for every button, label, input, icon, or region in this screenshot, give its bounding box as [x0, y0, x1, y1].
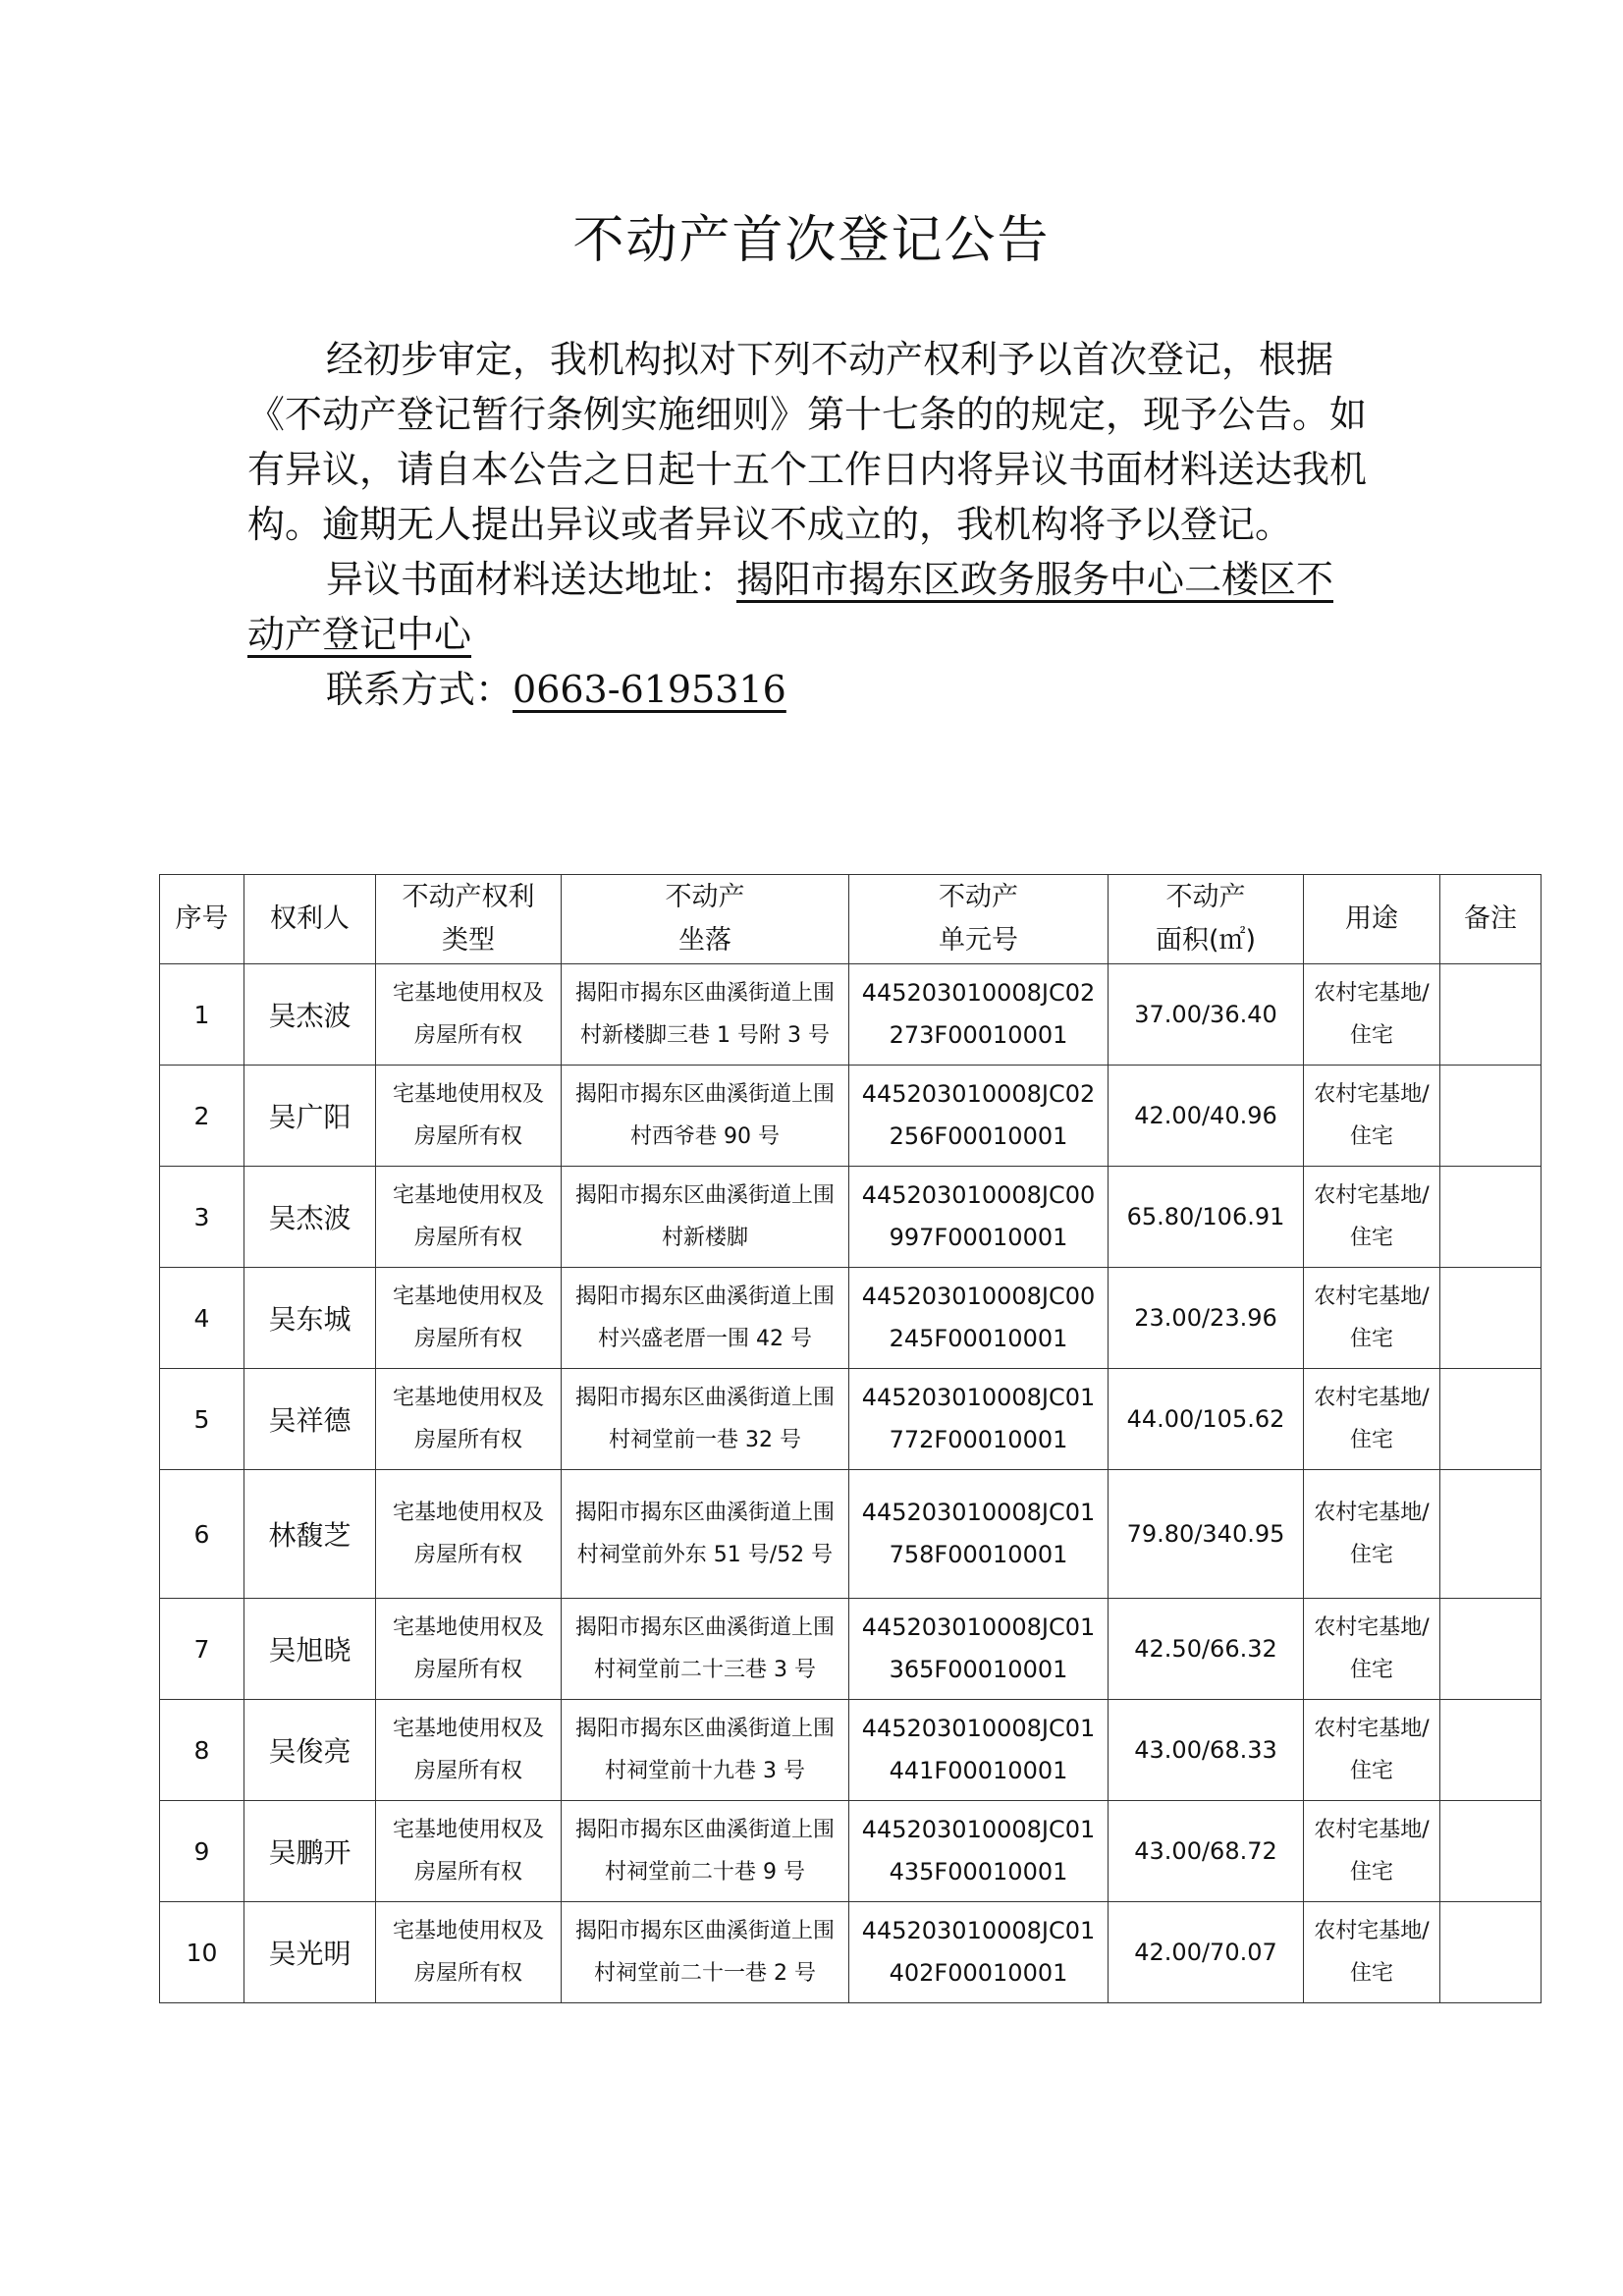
cell-use: 农村宅基地/住宅: [1304, 964, 1440, 1066]
cell-location: 揭阳市揭东区曲溪街道上围村兴盛老厝一围 42 号: [562, 1268, 849, 1369]
cell-owner: 林馥芝: [244, 1470, 376, 1599]
table-header-row: [160, 875, 1542, 964]
intro-paragraph: 经初步审定，我机构拟对下列不动产权利予以首次登记，根据《不动产登记暂行条例实施细则》第十七条的的规定，现予公告。如有异议，请自本公告之日起十五个工作日内将异议书面材料送达我机构。逾期无人提出异议或者异议不成立的，我机构将予以登记。: [247, 338, 1368, 546]
cell-right-type: 宅基地使用权及房屋所有权: [376, 1700, 562, 1801]
cell-location: 揭阳市揭东区曲溪街道上围村新楼脚三巷 1 号附 3 号: [562, 964, 849, 1066]
cell-no: 4: [160, 1268, 244, 1369]
table-row: [160, 1599, 1542, 1700]
table-row: [160, 1066, 1542, 1167]
header-note: 备注: [1440, 875, 1542, 964]
cell-right-type: 宅基地使用权及房屋所有权: [376, 1801, 562, 1902]
contact-line: [247, 662, 1367, 717]
cell-unit-number: 445203010008JC01435F00010001: [849, 1801, 1109, 1902]
cell-unit-number: 445203010008JC01402F00010001: [849, 1902, 1109, 2003]
cell-area: 23.00/23.96: [1109, 1268, 1304, 1369]
cell-note: [1440, 1369, 1542, 1470]
cell-owner: 吴旭晓: [244, 1599, 376, 1700]
cell-no: 5: [160, 1369, 244, 1470]
header-location: 不动产 坐落: [562, 875, 849, 964]
cell-note: [1440, 1801, 1542, 1902]
cell-unit-number: 445203010008JC01365F00010001: [849, 1599, 1109, 1700]
cell-area: 44.00/105.62: [1109, 1369, 1304, 1470]
cell-owner: 吴杰波: [244, 1167, 376, 1268]
cell-area: 79.80/340.95: [1109, 1470, 1304, 1599]
table-row: [160, 964, 1542, 1066]
cell-note: [1440, 1470, 1542, 1599]
cell-location: 揭阳市揭东区曲溪街道上围村祠堂前外东 51 号/52 号: [562, 1470, 849, 1599]
page-title: 不动产首次登记公告: [572, 211, 1051, 270]
cell-use: 农村宅基地/住宅: [1304, 1167, 1440, 1268]
cell-location: 揭阳市揭东区曲溪街道上围村祠堂前二十巷 9 号: [562, 1801, 849, 1902]
cell-note: [1440, 1268, 1542, 1369]
cell-right-type: 宅基地使用权及房屋所有权: [376, 1599, 562, 1700]
cell-use: 农村宅基地/住宅: [1304, 1369, 1440, 1470]
cell-unit-number: 445203010008JC00997F00010001: [849, 1167, 1109, 1268]
cell-unit-number: 445203010008JC00245F00010001: [849, 1268, 1109, 1369]
cell-right-type: 宅基地使用权及房屋所有权: [376, 1369, 562, 1470]
header-unit-number: 不动产 单元号: [849, 875, 1109, 964]
cell-location: 揭阳市揭东区曲溪街道上围村祠堂前二十三巷 3 号: [562, 1599, 849, 1700]
cell-area: 37.00/36.40: [1109, 964, 1304, 1066]
cell-note: [1440, 1700, 1542, 1801]
contact-value: 0663-6195316: [513, 668, 786, 711]
cell-use: 农村宅基地/住宅: [1304, 1268, 1440, 1369]
cell-area: 43.00/68.72: [1109, 1801, 1304, 1902]
cell-right-type: 宅基地使用权及房屋所有权: [376, 1902, 562, 2003]
cell-no: 7: [160, 1599, 244, 1700]
header-right-type: 不动产权利 类型: [376, 875, 562, 964]
header-area: 不动产 面积(㎡): [1109, 875, 1304, 964]
cell-use: 农村宅基地/住宅: [1304, 1066, 1440, 1167]
cell-no: 10: [160, 1902, 244, 2003]
cell-area: 42.50/66.32: [1109, 1599, 1304, 1700]
registration-table: [159, 874, 1542, 2003]
cell-location: 揭阳市揭东区曲溪街道上围村祠堂前二十一巷 2 号: [562, 1902, 849, 2003]
cell-owner: 吴光明: [244, 1902, 376, 2003]
cell-right-type: 宅基地使用权及房屋所有权: [376, 1268, 562, 1369]
address-value: 揭阳市揭东区政务服务中心二楼区不动产登记中心: [247, 558, 1334, 656]
cell-unit-number: 445203010008JC01441F00010001: [849, 1700, 1109, 1801]
table-row: [160, 1700, 1542, 1801]
cell-no: 8: [160, 1700, 244, 1801]
cell-location: 揭阳市揭东区曲溪街道上围村祠堂前十九巷 3 号: [562, 1700, 849, 1801]
table-row: [160, 1902, 1542, 2003]
cell-location: 揭阳市揭东区曲溪街道上围村新楼脚: [562, 1167, 849, 1268]
cell-unit-number: 445203010008JC01772F00010001: [849, 1369, 1109, 1470]
cell-no: 9: [160, 1801, 244, 1902]
cell-unit-number: 445203010008JC01758F00010001: [849, 1470, 1109, 1599]
table-body: [160, 964, 1542, 2003]
header-owner: 权利人: [244, 875, 376, 964]
cell-note: [1440, 1599, 1542, 1700]
table-row: [160, 1470, 1542, 1599]
cell-right-type: 宅基地使用权及房屋所有权: [376, 1167, 562, 1268]
cell-owner: 吴鹏开: [244, 1801, 376, 1902]
cell-note: [1440, 964, 1542, 1066]
cell-no: 1: [160, 964, 244, 1066]
address-line: [247, 552, 1367, 662]
cell-owner: 吴东城: [244, 1268, 376, 1369]
cell-unit-number: 445203010008JC02256F00010001: [849, 1066, 1109, 1167]
header-no: 序号: [160, 875, 244, 964]
table-row: [160, 1167, 1542, 1268]
notice-body: [247, 332, 1367, 717]
cell-owner: 吴俊亮: [244, 1700, 376, 1801]
cell-owner: 吴祥德: [244, 1369, 376, 1470]
cell-use: 农村宅基地/住宅: [1304, 1801, 1440, 1902]
cell-no: 3: [160, 1167, 244, 1268]
cell-no: 6: [160, 1470, 244, 1599]
cell-area: 65.80/106.91: [1109, 1167, 1304, 1268]
cell-owner: 吴杰波: [244, 964, 376, 1066]
cell-right-type: 宅基地使用权及房屋所有权: [376, 1066, 562, 1167]
address-label: 异议书面材料送达地址：: [326, 558, 737, 601]
cell-use: 农村宅基地/住宅: [1304, 1902, 1440, 2003]
cell-note: [1440, 1066, 1542, 1167]
table-row: [160, 1369, 1542, 1470]
cell-note: [1440, 1902, 1542, 2003]
cell-area: 42.00/40.96: [1109, 1066, 1304, 1167]
table-row: [160, 1801, 1542, 1902]
header-use: 用途: [1304, 875, 1440, 964]
cell-location: 揭阳市揭东区曲溪街道上围村西爷巷 90 号: [562, 1066, 849, 1167]
cell-unit-number: 445203010008JC02273F00010001: [849, 964, 1109, 1066]
cell-owner: 吴广阳: [244, 1066, 376, 1167]
cell-use: 农村宅基地/住宅: [1304, 1700, 1440, 1801]
cell-area: 42.00/70.07: [1109, 1902, 1304, 2003]
cell-area: 43.00/68.33: [1109, 1700, 1304, 1801]
cell-note: [1440, 1167, 1542, 1268]
contact-label: 联系方式：: [326, 668, 514, 711]
cell-right-type: 宅基地使用权及房屋所有权: [376, 1470, 562, 1599]
table-row: [160, 1268, 1542, 1369]
cell-use: 农村宅基地/住宅: [1304, 1599, 1440, 1700]
cell-location: 揭阳市揭东区曲溪街道上围村祠堂前一巷 32 号: [562, 1369, 849, 1470]
cell-use: 农村宅基地/住宅: [1304, 1470, 1440, 1599]
cell-right-type: 宅基地使用权及房屋所有权: [376, 964, 562, 1066]
cell-no: 2: [160, 1066, 244, 1167]
